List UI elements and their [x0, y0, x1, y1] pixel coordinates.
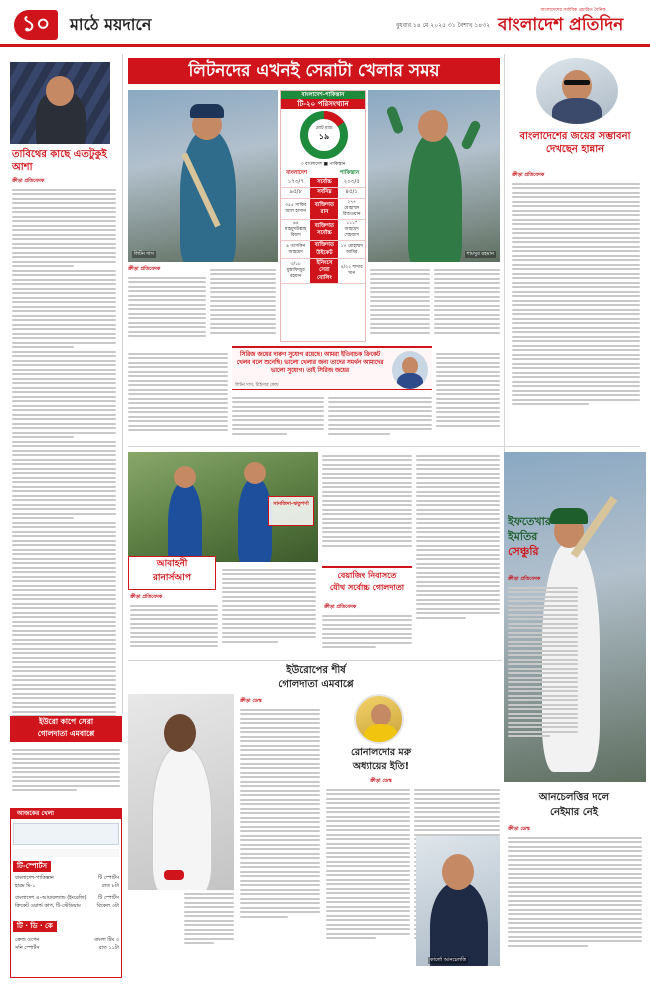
iftekhar-byline: ক্রীড়া প্রতিবেদক: [508, 576, 541, 582]
shamsur-caption: শামসুর রহমান: [466, 251, 494, 258]
lead-body-lower-1: [128, 350, 228, 440]
abahani-kicker: আবাহনী: [156, 559, 188, 569]
iftekhar-headline-1: ইফতেখার: [508, 515, 551, 528]
abahani-body-1: [130, 602, 218, 654]
stats-row: ৩৫৫ সাকিব আল হাসান ব্যক্তিগত রান ২৭৭ মোহাম্মদ রিজওয়ান: [281, 198, 365, 219]
lead-body-col1: [128, 274, 206, 346]
shamsur-photo: [368, 90, 500, 262]
ancelotti-headline-2: নেইমার নেই: [550, 807, 598, 818]
stats-title-2: টি-২০ পরিসংখ্যান: [281, 99, 365, 109]
ronaldo-body-1: [326, 786, 410, 978]
tv-box: [10, 808, 122, 978]
stats-row: ৩/১৮ মুস্তাফিজুর রহমান ইনিংসে সেরা বোলিং ৪/২২ শাদাব খান: [281, 259, 365, 284]
stats-table: [281, 178, 365, 284]
mbappe-headline-1: ইউরোপের শীর্ষ: [286, 665, 346, 676]
banner-text: সানজিদা-ঋতুপর্ণা: [273, 501, 309, 507]
ritu-body: [322, 612, 412, 656]
euro-headline-2: গোলদাতা এমবাপ্পে: [37, 729, 95, 738]
lead-headline: লিটনদের এখনই সেরাটা খেলার সময়: [188, 61, 440, 81]
lead-body-lower-4: [436, 350, 500, 440]
stats-box: [280, 90, 366, 342]
tv-line-4: [15, 903, 119, 910]
masthead: [0, 0, 650, 50]
hannan-headline: বাংলাদেশের জয়ের সম্ভাবনা দেখছেন হান্নান: [519, 131, 631, 155]
ronaldo-avatar: [354, 694, 404, 744]
tv-ad-strip: [13, 823, 119, 845]
ancelotti-headline-1: আনচেলত্তির দলে: [538, 792, 610, 803]
stats-legend: ৩ বাংলাদেশ ■ পাকিস্তান: [300, 162, 346, 167]
ronaldo-headline-2: অধ্যায়ের ইতি!: [352, 761, 410, 772]
mbappe-body-1: [240, 706, 320, 976]
euro-box: [10, 716, 122, 742]
abahani-photo: [128, 452, 318, 562]
stats-row: ৯৫/৮ সর্বনিম্ন ৪৫/১: [281, 188, 365, 198]
lead-headline-bar: [128, 58, 500, 84]
donut-value: ১৯: [318, 132, 330, 141]
tabith-body: [12, 186, 116, 718]
tv-line-2: [15, 883, 119, 890]
newspaper-logo: বাংলাদেশ প্রতিদিন: [498, 15, 624, 35]
iftekhar-headline-3: সেঞ্চুরি: [508, 545, 539, 558]
tv-time-6: রাত ১১টা: [98, 945, 119, 951]
stats-row: ৯ তাসকিন আহমেদ ব্যক্তিগত উইকেট ১০ মোহাম্মদ আমির: [281, 241, 365, 259]
ritu-headline-box: [322, 566, 412, 600]
mbappe-headline-2: গোলদাতা এমবাপ্পে: [278, 679, 354, 690]
column-divider: [504, 54, 505, 454]
tv-match-6: সনি স্পোর্টস: [15, 945, 40, 951]
iftekhar-headline-2: ইমতির: [508, 530, 538, 543]
hannan-byline: ক্রীড়া প্রতিবেদক: [512, 172, 545, 178]
tv-line-6: [15, 945, 119, 952]
hannan-photo: [536, 58, 618, 124]
tv-channel-3: টি স্পোর্টস: [98, 895, 119, 901]
section-title: মাঠে ময়দানে: [70, 15, 152, 34]
mbappe-body-2: [184, 890, 234, 978]
tv-match-2: হারম মি-১: [15, 883, 36, 889]
tv-time-4: বিকেল ৩টা: [96, 903, 119, 909]
liton-photo: [128, 90, 278, 262]
column-divider: [122, 54, 123, 714]
ancelotti-caption: কার্লো আনচেলত্তি: [430, 957, 466, 964]
abahani-byline: ক্রীড়া প্রতিবেদক: [130, 594, 163, 600]
tabith-byline: ক্রীড়া প্রতিবেদক: [12, 178, 45, 184]
tabith-photo: [10, 62, 110, 144]
tv-time-2: রাত ৮টা: [102, 883, 119, 889]
euro-headline-1: ইউরো কাপে সেরা: [38, 717, 94, 726]
stats-row: ১৭৩/৭ সর্বোচ্চ ২০৩/৫: [281, 178, 365, 188]
date-line: বুধবার ১৪ মে ২০২৫ ৩১ বৈশাখ ১৪৩২: [395, 22, 490, 29]
donut-label: মোট ম্যাচ: [315, 126, 333, 131]
euro-body: [12, 746, 120, 800]
tv-channel-5: বাংলা টিম ৩: [94, 937, 119, 943]
tabith-headline: তাবিথের কাছে এতটুকুই আশা: [12, 149, 107, 173]
ritu-headline-1: বেয়াজিং নিবাসতে: [337, 571, 397, 580]
ancelotti-body: [508, 834, 642, 976]
ancelotti-headline-box: [504, 790, 644, 822]
ancelotti-photo: [416, 836, 500, 966]
page-number: ১০: [14, 10, 58, 40]
abahani-body-2: [222, 566, 316, 654]
ronaldo-headline-box: [326, 746, 436, 776]
tv-match-4: ক্রিকেট ওয়ার্ল্ড কাপ, টি-স্টেডিয়াম: [15, 903, 81, 909]
lead-body-lower-3: [328, 394, 432, 440]
mbappe-headline-box: [226, 664, 406, 694]
ronaldo-byline: ক্রীড়া ডেস্ক: [370, 778, 392, 784]
banner-box: [268, 496, 314, 526]
stats-row: ৬৪ মাহমুদউল্লাহ রিয়াদ ব্যক্তিগত সর্বোচ্চ ১১১* আহমেদ শেহজাদ: [281, 220, 365, 241]
lead-body-lower-2: [232, 394, 324, 440]
ronaldo-headline-1: রোনালদোর মরু: [351, 747, 411, 758]
tv-line-1: [15, 875, 119, 882]
lead-body-col3: [370, 266, 430, 346]
tv-match-3: বাংলাদেশ এ–আয়ারল্যান্ড (ইংরেজি): [15, 895, 87, 901]
tv-channel-tag: টি-স্পোর্টস: [13, 861, 51, 872]
stats-title-1: বাংলাদেশ-পাকিস্তান: [281, 91, 365, 99]
tv-channel-1: টি স্পোর্টস: [98, 875, 119, 881]
stats-col-right: পাকিস্তান: [339, 170, 360, 176]
quote-box: [232, 346, 432, 390]
tv-sponsor-line: [13, 849, 119, 857]
stats-col-left: বাংলাদেশ: [286, 170, 308, 176]
tv-line-3: [15, 895, 119, 902]
abahani-headline-box: [128, 556, 216, 590]
tv-match-1: বাংলাদেশ-পাকিস্তান: [15, 875, 54, 881]
liton-caption: লিটন দাস: [134, 251, 154, 258]
tv-line-5: [15, 937, 119, 944]
lead-byline: ক্রীড়া প্রতিবেদক: [128, 266, 161, 272]
tv-box-title: আজকের খেলা: [11, 809, 121, 819]
lead-body-col2: [210, 266, 276, 346]
hannan-body: [512, 180, 640, 442]
ritu-byline: ক্রীড়া প্রতিবেদক: [324, 604, 357, 610]
section-divider: [128, 446, 640, 447]
mbappe-byline: ক্রীড়া ডেস্ক: [240, 698, 262, 704]
ancelotti-byline: ক্রীড়া ডেস্ক: [508, 826, 530, 832]
mbappe-photo: [128, 694, 234, 890]
football-mid-body-top: [322, 452, 412, 562]
iftekhar-body: [508, 584, 578, 774]
quote-text: সিরিজ জয়ের দারুণ সুযোগ রয়েছে। আমরা ইতিবাচক ক্রিকেট খেলব বলে শুনেছি। ভালো খেলার জন্য তাদের সমর্থন আমাদের ভালো সুযোগ। তাই সিরিজ জয়ের: [236, 352, 384, 374]
football-col3-body: [416, 452, 500, 656]
tv-footer-tag: টি · ডি · কে: [13, 921, 57, 932]
logo-tagline: বাংলাদেশের সর্বাধিক প্রচারিত দৈনিক: [540, 8, 606, 13]
abahani-headline: রানার্সআপ: [152, 573, 192, 583]
quote-attribution: লিটন দাস, টাইগার কোচ: [235, 383, 279, 388]
lead-body-col4: [434, 266, 500, 346]
iftekhar-headline-box: [508, 514, 586, 568]
ritu-headline-2: যৌথ সর্বোচ্চ গোলদাতা: [329, 583, 405, 592]
masthead-rule: [0, 44, 650, 47]
tv-match-5: ক্রেজ ওপেন: [15, 937, 40, 943]
coach-avatar: [392, 351, 428, 389]
section-divider: [128, 660, 502, 661]
